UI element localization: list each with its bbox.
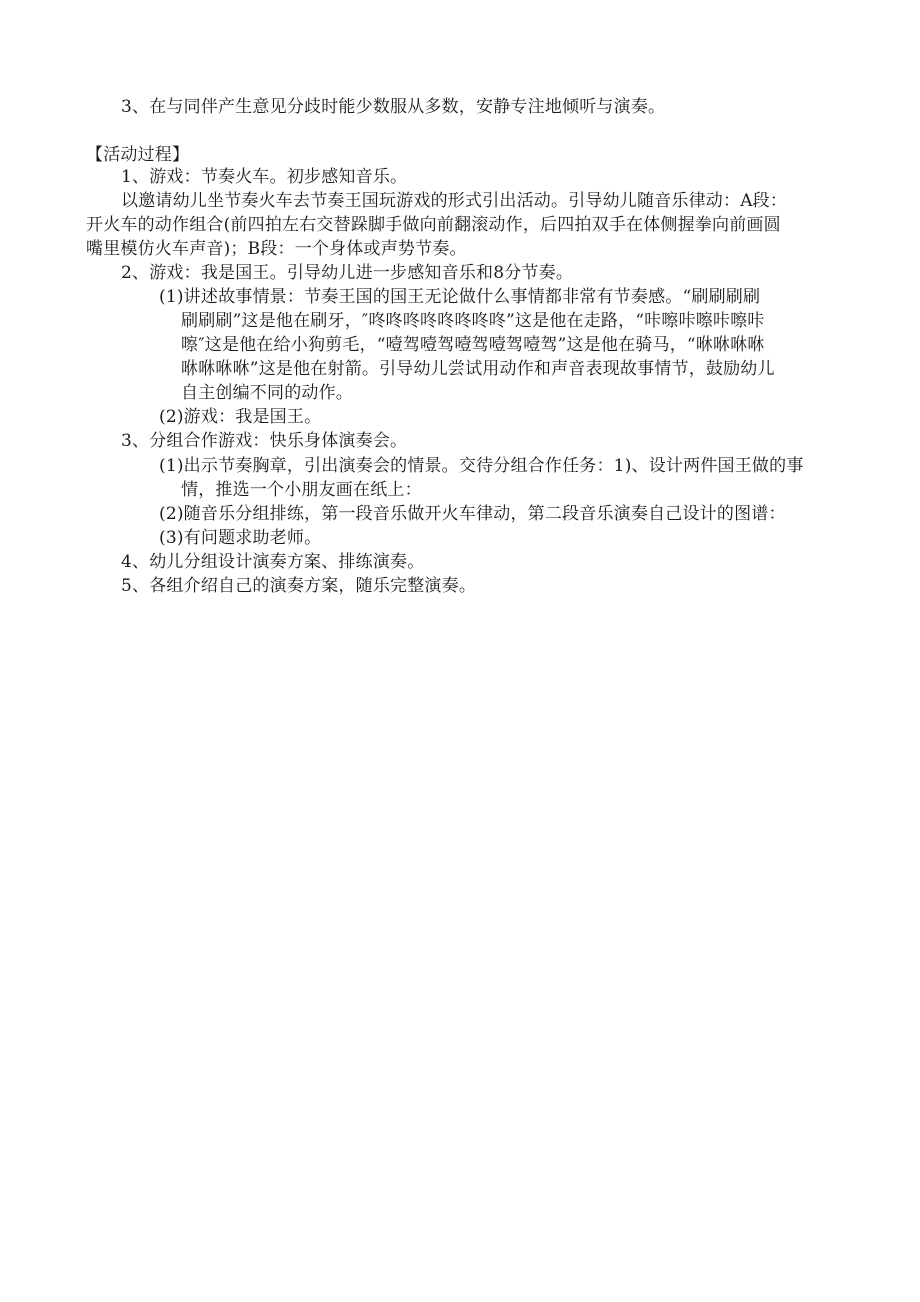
step-2-sub-2: (2)游戏：我是国王。: [159, 407, 322, 427]
step-2-sub-1-line-3: 嚓″这是他在给小狗剪毛，“噎驾噎驾噎驾噎驾噎驾”这是他在骑马，“咻咻咻咻: [181, 335, 765, 355]
step-1-body-line-3: 嘴里模仿火车声音)；B段：一个身体或声势节奏。: [86, 239, 467, 259]
step-4: 4、幼儿分组设计演奏方案、排练演奏。: [121, 552, 425, 572]
step-3-sub-3: (3)有问题求助老师。: [159, 528, 322, 548]
step-2-sub-1-line-5: 自主创编不同的动作。: [181, 383, 353, 403]
step-3-title: 3、分组合作游戏：快乐身体演奏会。: [121, 431, 408, 451]
step-2-title: 2、游戏：我是国王。引导幼儿进一步感知音乐和8分节奏。: [121, 263, 574, 283]
step-1-body-line-2: 开火车的动作组合(前四拍左右交替跺脚手做向前翻滚动作，后四拍双手在体侧握拳向前画圆: [86, 215, 781, 235]
section-heading: 【活动过程】: [86, 145, 190, 165]
step-3-sub-2: (2)随音乐分组排练，第一段音乐做开火车律动，第二段音乐演奏自己设计的图谱：: [159, 504, 786, 524]
step-5: 5、各组介绍自己的演奏方案，随乐完整演奏。: [121, 576, 477, 596]
step-3-sub-1-line-2: 情，推选一个小朋友画在纸上：: [181, 480, 422, 500]
step-1-body-line-1: 以邀请幼儿坐节奏火车去节奏王国玩游戏的形式引出活动。引导幼儿随音乐律动：A段：: [121, 191, 788, 211]
step-2-sub-1-line-2: 刷刷刷”这是他在刷牙，″咚咚咚咚咚咚咚咚”这是他在走路，“咔嚓咔嚓咔嚓咔: [181, 311, 765, 331]
objective-3: 3、在与同伴产生意见分歧时能少数服从多数，安静专注地倾听与演奏。: [121, 97, 666, 117]
step-1-title: 1、游戏：节奏火车。初步感知音乐。: [121, 167, 408, 187]
step-2-sub-1-line-4: 咻咻咻咻”这是他在射箭。引导幼儿尝试用动作和声音表现故事情节，鼓励幼儿: [181, 359, 775, 379]
step-2-sub-1-line-1: (1)讲述故事情景：节奏王国的国王无论做什么事情都非常有节奏感。“刷刷刷刷: [159, 287, 761, 307]
step-3-sub-1-line-1: (1)出示节奏胸章，引出演奏会的情景。交待分组合作任务：1)、设计两件国王做的事: [159, 456, 804, 476]
